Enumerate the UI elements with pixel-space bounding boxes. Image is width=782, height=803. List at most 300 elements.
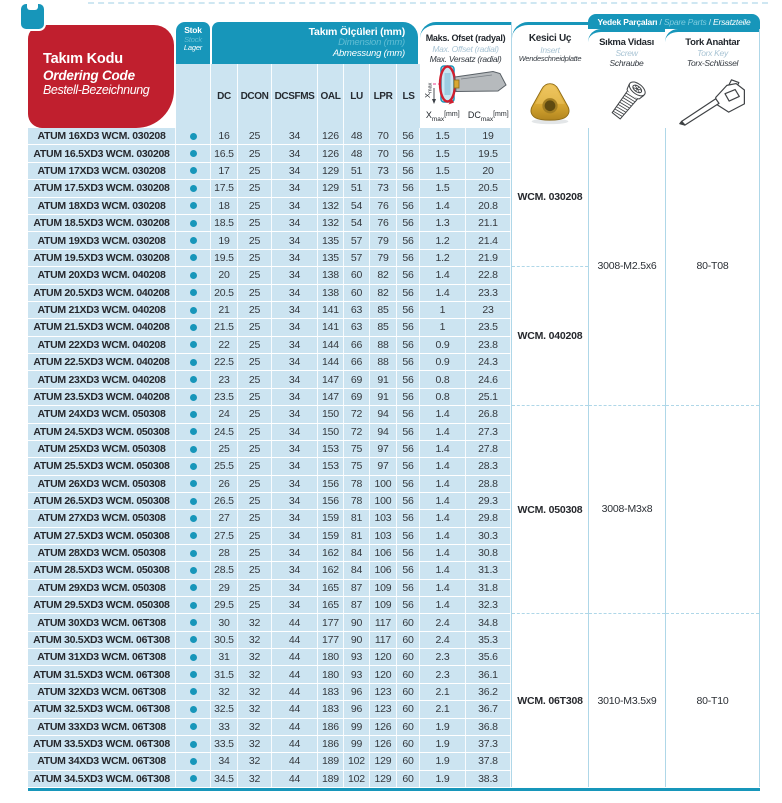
stock-cell — [176, 180, 211, 196]
value-cell: 44 — [272, 649, 318, 665]
value-cell: 1.2 — [420, 250, 466, 266]
stock-dot-icon — [190, 376, 197, 383]
stock-dot-icon — [190, 133, 197, 140]
value-cell: 31 — [211, 649, 238, 665]
table-row — [28, 215, 511, 232]
value-cell: 34 — [272, 580, 318, 596]
value-cell: 19.5 — [466, 145, 511, 161]
stock-cell — [176, 528, 211, 544]
stock-dot-icon — [190, 706, 197, 713]
value-cell: 27.5 — [211, 528, 238, 544]
value-cell: 34 — [272, 267, 318, 283]
value-cell: 25 — [238, 163, 272, 179]
value-cell: 28.5 — [211, 562, 238, 578]
ordering-code-cell: ATUM 27.5XD3 WCM. 050308 — [28, 528, 176, 544]
value-cell: 27 — [211, 510, 238, 526]
stock-label-de: Lager — [183, 43, 203, 53]
value-cell: 25 — [238, 424, 272, 440]
value-cell: 63 — [344, 302, 370, 318]
value-cell: 25 — [238, 493, 272, 509]
stock-label-tr: Stok — [184, 25, 202, 35]
row-group — [28, 128, 511, 267]
value-cell: 76 — [370, 198, 397, 214]
value-cell: 126 — [318, 128, 344, 144]
screw-label-tr: Sıkma Vidası — [599, 37, 654, 48]
value-cell: 88 — [370, 337, 397, 353]
value-cell: 183 — [318, 684, 344, 700]
table-row — [28, 145, 511, 162]
screw-code-cell: 3008-M3x8 — [589, 406, 665, 614]
value-cell: 34 — [272, 302, 318, 318]
value-cell: 34 — [272, 180, 318, 196]
value-cell: 56 — [397, 319, 420, 335]
value-cell: 20 — [466, 163, 511, 179]
value-cell: 32 — [238, 701, 272, 717]
value-cell: 25 — [238, 337, 272, 353]
screw-label-de: Schraube — [609, 58, 644, 69]
value-cell: 90 — [344, 632, 370, 648]
value-cell: 1.4 — [420, 545, 466, 561]
stock-dot-icon — [190, 289, 197, 296]
ordering-code-cell: ATUM 26.5XD3 WCM. 050308 — [28, 493, 176, 509]
value-cell: 25 — [238, 562, 272, 578]
torx-key-drawing — [669, 78, 756, 126]
value-cell: 34 — [272, 424, 318, 440]
ordering-code-cell: ATUM 32XD3 WCM. 06T308 — [28, 684, 176, 700]
value-cell: 57 — [344, 232, 370, 248]
value-cell: 23.5 — [211, 389, 238, 405]
value-cell: 91 — [370, 371, 397, 387]
value-cell: 32 — [238, 614, 272, 630]
value-cell: 1.4 — [420, 458, 466, 474]
value-cell: 35.3 — [466, 632, 511, 648]
value-cell: 2.3 — [420, 649, 466, 665]
value-cell: 21 — [211, 302, 238, 318]
table-row — [28, 666, 511, 683]
spare-label-en: Spare Parts — [663, 16, 707, 27]
table-row — [28, 302, 511, 319]
stock-cell — [176, 753, 211, 769]
value-cell: 34 — [272, 406, 318, 422]
table-row — [28, 424, 511, 441]
spare-label-de: Ersatzteile — [713, 16, 751, 27]
stock-cell — [176, 163, 211, 179]
table-row — [28, 701, 511, 718]
value-cell: 25 — [238, 406, 272, 422]
ordering-code-cell: ATUM 28XD3 WCM. 050308 — [28, 545, 176, 561]
value-cell: 1.4 — [420, 267, 466, 283]
ordering-code-cell: ATUM 20.5XD3 WCM. 040208 — [28, 285, 176, 301]
value-cell: 93 — [344, 666, 370, 682]
value-cell: 72 — [344, 424, 370, 440]
value-cell: 88 — [370, 354, 397, 370]
dimensions-label-en: Dimension (mm) — [338, 37, 405, 49]
stock-cell — [176, 666, 211, 682]
value-cell: 16.5 — [211, 145, 238, 161]
value-cell: 23.5 — [466, 319, 511, 335]
stock-dot-icon — [190, 741, 197, 748]
value-cell: 97 — [370, 441, 397, 457]
value-cell: 129 — [318, 180, 344, 196]
ordering-code-cell: ATUM 31.5XD3 WCM. 06T308 — [28, 666, 176, 682]
stock-dot-icon — [190, 167, 197, 174]
value-cell: 24.3 — [466, 354, 511, 370]
value-cell: 34 — [272, 510, 318, 526]
stock-cell — [176, 719, 211, 735]
value-cell: 102 — [344, 771, 370, 787]
rows-left-region — [28, 128, 511, 787]
stock-dot-icon — [190, 359, 197, 366]
table-row — [28, 562, 511, 579]
value-cell: 32 — [211, 684, 238, 700]
value-cell: 56 — [397, 406, 420, 422]
value-cell: 93 — [344, 649, 370, 665]
column-label-lpr: LPR — [370, 64, 397, 128]
value-cell: 126 — [370, 719, 397, 735]
value-cell: 25 — [238, 458, 272, 474]
value-cell: 60 — [397, 666, 420, 682]
value-cell: 54 — [344, 215, 370, 231]
value-cell: 147 — [318, 371, 344, 387]
stock-dot-icon — [190, 498, 197, 505]
value-cell: 1.2 — [420, 232, 466, 248]
dimensions-label-de: Abmessung (mm) — [332, 47, 405, 59]
ordering-code-cell: ATUM 17XD3 WCM. 030208 — [28, 163, 176, 179]
stock-cell — [176, 285, 211, 301]
value-cell: 17.5 — [211, 180, 238, 196]
value-cell: 16 — [211, 128, 238, 144]
stock-dot-icon — [190, 688, 197, 695]
stock-cell — [176, 406, 211, 422]
value-cell: 177 — [318, 614, 344, 630]
value-cell: 30.3 — [466, 528, 511, 544]
ordering-code-cell: ATUM 23XD3 WCM. 040208 — [28, 371, 176, 387]
value-cell: 56 — [397, 476, 420, 492]
ordering-code-cell: ATUM 34XD3 WCM. 06T308 — [28, 753, 176, 769]
value-cell: 56 — [397, 458, 420, 474]
value-cell: 120 — [370, 666, 397, 682]
table-row — [28, 250, 511, 266]
value-cell: 36.2 — [466, 684, 511, 700]
value-cell: 1.5 — [420, 145, 466, 161]
ordering-code-cell: ATUM 33.5XD3 WCM. 06T308 — [28, 736, 176, 752]
value-cell: 25 — [238, 354, 272, 370]
ordering-code-cell: ATUM 30.5XD3 WCM. 06T308 — [28, 632, 176, 648]
value-cell: 120 — [370, 649, 397, 665]
screw-label-en: Screw — [615, 48, 638, 59]
value-cell: 25 — [238, 198, 272, 214]
value-cell: 156 — [318, 493, 344, 509]
table-row — [28, 128, 511, 145]
value-cell: 32 — [238, 632, 272, 648]
value-cell: 34 — [272, 319, 318, 335]
table-row — [28, 510, 511, 527]
value-cell: 34 — [272, 476, 318, 492]
stock-dot-icon — [190, 150, 197, 157]
value-cell: 25 — [238, 250, 272, 266]
value-cell: 32.5 — [211, 701, 238, 717]
value-cell: 60 — [397, 701, 420, 717]
torx-code-cell: 80-T10 — [696, 694, 729, 707]
radial-offset-diagram — [421, 60, 510, 108]
stock-dot-icon — [190, 237, 197, 244]
stock-dot-icon — [190, 185, 197, 192]
value-cell: 34 — [211, 753, 238, 769]
value-cell: 75 — [344, 458, 370, 474]
value-cell: 100 — [370, 493, 397, 509]
stock-label-en: Stock — [184, 34, 202, 44]
value-cell: 72 — [344, 406, 370, 422]
value-cell: 1.4 — [420, 493, 466, 509]
value-cell: 34 — [272, 285, 318, 301]
ordering-code-cell: ATUM 16.5XD3 WCM. 030208 — [28, 145, 176, 161]
value-cell: 1.4 — [420, 198, 466, 214]
value-cell: 85 — [370, 319, 397, 335]
value-cell: 34 — [272, 337, 318, 353]
value-cell: 19 — [466, 128, 511, 144]
svg-text:Xmax: $X_{max}$ — [423, 82, 434, 98]
subheader-stock-cell — [176, 64, 211, 128]
value-cell: 70 — [370, 145, 397, 161]
stock-cell — [176, 128, 211, 144]
value-cell: 56 — [397, 441, 420, 457]
value-cell: 1.4 — [420, 406, 466, 422]
insert-photo — [516, 80, 584, 126]
value-cell: 1.4 — [420, 476, 466, 492]
value-cell: 29.5 — [211, 597, 238, 613]
value-cell: 18 — [211, 198, 238, 214]
ordering-code-cell: ATUM 25XD3 WCM. 050308 — [28, 441, 176, 457]
value-cell: 56 — [397, 128, 420, 144]
value-cell: 56 — [397, 580, 420, 596]
insert-label-de: Wendeschneidplatte — [518, 53, 582, 63]
screw-code-cell: 3008-M2.5x6 — [589, 128, 665, 406]
value-cell: 129 — [370, 771, 397, 787]
value-cell: 1.4 — [420, 424, 466, 440]
value-cell: 56 — [397, 354, 420, 370]
value-cell: 57 — [344, 250, 370, 266]
value-cell: 56 — [397, 302, 420, 318]
stock-dot-icon — [190, 550, 197, 557]
value-cell: 138 — [318, 267, 344, 283]
stock-dot-icon — [190, 341, 197, 348]
offset-label-tr: Maks. Ofset (radyal) — [425, 33, 506, 43]
value-cell: 56 — [397, 389, 420, 405]
value-cell: 25.1 — [466, 389, 511, 405]
ordering-code-cell: ATUM 31XD3 WCM. 06T308 — [28, 649, 176, 665]
table-row — [28, 614, 511, 631]
ordering-code-cell: ATUM 27XD3 WCM. 050308 — [28, 510, 176, 526]
value-cell: 0.8 — [420, 389, 466, 405]
value-cell: 66 — [344, 337, 370, 353]
value-cell: 56 — [397, 545, 420, 561]
value-cell: 34 — [272, 215, 318, 231]
table-row — [28, 337, 511, 354]
table-row — [28, 771, 511, 787]
value-cell: 56 — [397, 528, 420, 544]
value-cell: 1.4 — [420, 528, 466, 544]
stock-cell — [176, 302, 211, 318]
table-row — [28, 458, 511, 475]
torx-key-icon — [672, 78, 754, 126]
row-group — [28, 614, 511, 787]
torx-label-en: Torx Key — [697, 48, 728, 59]
stock-dot-icon — [190, 654, 197, 661]
value-cell: 34 — [272, 493, 318, 509]
value-cell: 117 — [370, 614, 397, 630]
value-cell: 144 — [318, 337, 344, 353]
value-cell: 54 — [344, 198, 370, 214]
ordering-code-title-de: Bestell-Bezeichnung — [43, 82, 150, 97]
table-row — [28, 441, 511, 458]
value-cell: 44 — [272, 614, 318, 630]
value-cell: 60 — [397, 632, 420, 648]
ordering-code-cell: ATUM 20XD3 WCM. 040208 — [28, 267, 176, 283]
value-cell: 34 — [272, 145, 318, 161]
value-cell: 56 — [397, 232, 420, 248]
insert-code-cell: WCM. 06T308 — [517, 694, 583, 707]
value-cell: 1.9 — [420, 753, 466, 769]
value-cell: 94 — [370, 424, 397, 440]
torx-code-cell: 80-T08 — [666, 128, 759, 406]
value-cell: 21.5 — [211, 319, 238, 335]
value-cell: 23.3 — [466, 285, 511, 301]
value-cell: 56 — [397, 493, 420, 509]
value-cell: 183 — [318, 701, 344, 717]
value-cell: 32 — [238, 771, 272, 787]
value-cell: 34 — [272, 562, 318, 578]
insert-label-en: Insert — [540, 44, 560, 55]
stock-cell — [176, 632, 211, 648]
table-row — [28, 580, 511, 597]
stock-cell — [176, 649, 211, 665]
value-cell: 156 — [318, 476, 344, 492]
value-cell: 82 — [370, 267, 397, 283]
stock-cell — [176, 493, 211, 509]
value-cell: 34 — [272, 354, 318, 370]
spare-parts-header: Yedek Parçaları / Spare Parts / Ersatzteile — [588, 14, 760, 29]
value-cell: 0.9 — [420, 354, 466, 370]
value-cell: 84 — [344, 545, 370, 561]
value-cell: 37.3 — [466, 736, 511, 752]
value-cell: 150 — [318, 424, 344, 440]
value-cell: 165 — [318, 597, 344, 613]
value-cell: 76 — [370, 215, 397, 231]
stock-dot-icon — [190, 272, 197, 279]
value-cell: 73 — [370, 180, 397, 196]
value-cell: 106 — [370, 562, 397, 578]
value-cell: 37.8 — [466, 753, 511, 769]
insert-column — [511, 128, 588, 787]
stock-dot-icon — [190, 446, 197, 453]
value-cell: 2.4 — [420, 614, 466, 630]
value-cell: 109 — [370, 597, 397, 613]
value-cell: 44 — [272, 719, 318, 735]
value-cell: 186 — [318, 719, 344, 735]
value-cell: 2.1 — [420, 701, 466, 717]
table-body — [28, 128, 760, 787]
value-cell: 25 — [238, 597, 272, 613]
value-cell: 129 — [318, 163, 344, 179]
stock-cell — [176, 684, 211, 700]
value-cell: 180 — [318, 649, 344, 665]
value-cell: 51 — [344, 180, 370, 196]
value-cell: 2.3 — [420, 666, 466, 682]
value-cell: 44 — [272, 753, 318, 769]
value-cell: 56 — [397, 424, 420, 440]
value-cell: 25 — [238, 389, 272, 405]
value-cell: 22 — [211, 337, 238, 353]
stock-dot-icon — [190, 220, 197, 227]
value-cell: 159 — [318, 528, 344, 544]
value-cell: 25 — [238, 302, 272, 318]
value-cell: 23.8 — [466, 337, 511, 353]
stock-cell — [176, 597, 211, 613]
value-cell: 35.6 — [466, 649, 511, 665]
stock-dot-icon — [190, 619, 197, 626]
stock-dot-icon — [190, 775, 197, 782]
ordering-code-cell: ATUM 24.5XD3 WCM. 050308 — [28, 424, 176, 440]
bookmark-tab-icon — [21, 4, 44, 29]
offset-label-de: Max. Versatz (radial) — [429, 53, 502, 64]
trigon-insert-icon — [524, 80, 576, 126]
value-cell: 147 — [318, 389, 344, 405]
value-cell: 129 — [370, 753, 397, 769]
value-cell: 123 — [370, 701, 397, 717]
value-cell: 23 — [466, 302, 511, 318]
value-cell: 141 — [318, 319, 344, 335]
column-label-dcsfms: DCSFMS — [272, 64, 318, 128]
value-cell: 32.3 — [466, 597, 511, 613]
value-cell: 44 — [272, 684, 318, 700]
header-divider-right-edge — [759, 29, 760, 128]
value-cell: 87 — [344, 580, 370, 596]
stock-cell — [176, 580, 211, 596]
stock-cell — [176, 510, 211, 526]
ordering-code-cell: ATUM 23.5XD3 WCM. 040208 — [28, 389, 176, 405]
ordering-code-cell: ATUM 32.5XD3 WCM. 06T308 — [28, 701, 176, 717]
value-cell: 97 — [370, 458, 397, 474]
value-cell: 60 — [397, 649, 420, 665]
value-cell: 180 — [318, 666, 344, 682]
value-cell: 20.5 — [211, 285, 238, 301]
ordering-code-cell: ATUM 19.5XD3 WCM. 030208 — [28, 250, 176, 266]
value-cell: 30 — [211, 614, 238, 630]
value-cell: 75 — [344, 441, 370, 457]
dimension-column-labels — [176, 64, 420, 128]
column-label-dc: DC — [211, 64, 238, 128]
value-cell: 123 — [370, 684, 397, 700]
value-cell: 0.9 — [420, 337, 466, 353]
value-cell: 34 — [272, 163, 318, 179]
value-cell: 96 — [344, 684, 370, 700]
value-cell: 141 — [318, 302, 344, 318]
value-cell: 34 — [272, 441, 318, 457]
dimensions-header — [212, 22, 418, 64]
value-cell: 1.5 — [420, 128, 466, 144]
value-cell: 73 — [370, 163, 397, 179]
stock-cell — [176, 354, 211, 370]
value-cell: 28.3 — [466, 458, 511, 474]
value-cell: 150 — [318, 406, 344, 422]
value-cell: 56 — [397, 510, 420, 526]
value-cell: 31.5 — [211, 666, 238, 682]
value-cell: 1.4 — [420, 580, 466, 596]
value-cell: 1.4 — [420, 597, 466, 613]
value-cell: 56 — [397, 198, 420, 214]
stock-cell — [176, 371, 211, 387]
value-cell: 2.4 — [420, 632, 466, 648]
